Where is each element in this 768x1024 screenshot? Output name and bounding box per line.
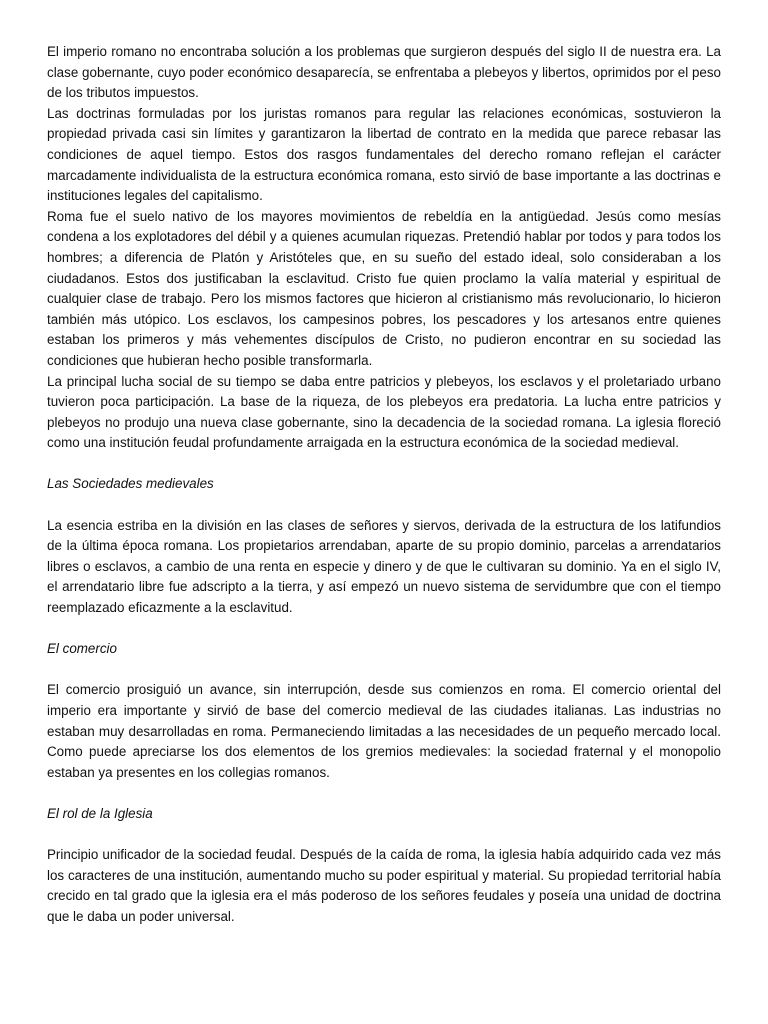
heading-medieval-societies: Las Sociedades medievales (47, 476, 214, 492)
paragraph-church-role: Principio unificador de la sociedad feudal. Después de la caída de roma, la iglesia había adquirido cada vez más los caracteres de una institución, aumentando mucho su poder espiritual y material. Su propiedad territorial había crecido en tal grado que la iglesia era el más poderoso de los señores feudales y poseía una unidad de doctrina que le daba un poder universal. (47, 847, 721, 924)
document-page (47, 42, 721, 928)
paragraph-medieval-societies: La esencia estriba en la división en las clases de señores y siervos, derivada de la estructura de los latifundios de la última época romana. Los propietarios arrendaban, aparte de su propio dominio, parcelas a arrendatarios libres o esclavos, a cambio de una renta en especie y dinero y de que le cultivaran su dominio. Ya en el siglo IV, el arrendatario libre fue adscripto a la tierra, y así empezó un nuevo sistema de servidumbre que con el tiempo reemplazado eficazmente a la esclavitud. (47, 517, 721, 616)
paragraph-roman-empire: El imperio romano no encontraba solución a los problemas que surgieron después del siglo II de nuestra era. La clase gobernante, cuyo poder económico desaparecía, se enfrentaba a plebeyos y libertos, oprimidos por el peso de los tributos impuestos. (47, 44, 721, 101)
heading-church-role: El rol de la Iglesia (47, 805, 153, 821)
paragraph-social-struggle: La principal lucha social de su tiempo se daba entre patricios y plebeyos, los esclavos y el proletariado urbano tuvieron poca participación. La base de la riqueza, de los plebeyos era predatoria. La lucha entre patricios y plebeyos no produjo una nueva clase gobernante, sino la decadencia de la sociedad romana. La iglesia floreció como una institución feudal profundamente arraigada en la estructura económica de la sociedad medieval. (47, 373, 721, 451)
paragraph-rome-rebellion: Roma fue el suelo nativo de los mayores movimientos de rebeldía en la antigüedad. Jesús como mesías condena a los explotadores del débil y a quienes acumulan riquezas. Pretendió hablar por todos y para todos los hombres; a diferencia de Platón y Aristóteles que, en su sueño del estado ideal, solo consideraban a los ciudadanos. Estos dos justificaban la esclavitud. Cristo fue quien proclamo la valía material y espiritual de cualquier clase de trabajo. Pero los mismos factores que hicieron al cristianismo más revolucionario, lo hicieron también más utópico. Los esclavos, los campesinos pobres, los pescadores y los artesanos entre quienes estaban los primeros y más vehementes discípulos de Cristo, no pudieron encontrar en su sociedad las condiciones que hubieran hecho posible transformarla. (47, 208, 721, 368)
paragraph-commerce: El comercio prosiguió un avance, sin interrupción, desde sus comienzos en roma. El comercio oriental del imperio era importante y sirvió de base del comercio medieval de las ciudades italianas. Las industrias no estaban muy desarrolladas en roma. Permaneciendo limitadas a las necesidades de un pequeño mercado local. Como puede apreciarse los dos elementos de los gremios medievales: la sociedad fraternal y el monopolio estaban ya presentes en los collegias romanos. (47, 682, 721, 780)
paragraph-roman-jurists: Las doctrinas formuladas por los juristas romanos para regular las relaciones económicas, sostuvieron la propiedad privada casi sin límites y garantizaron la libertad de contrato en la medida que parece rebasar las condiciones de aquel tiempo. Estos dos rasgos fundamentales del derecho romano reflejan el carácter marcadamente individualista de la estructura económica romana, esto sirvió de base importante a las doctrinas e instituciones legales del capitalismo. (47, 105, 721, 204)
heading-commerce: El comercio (47, 641, 117, 657)
